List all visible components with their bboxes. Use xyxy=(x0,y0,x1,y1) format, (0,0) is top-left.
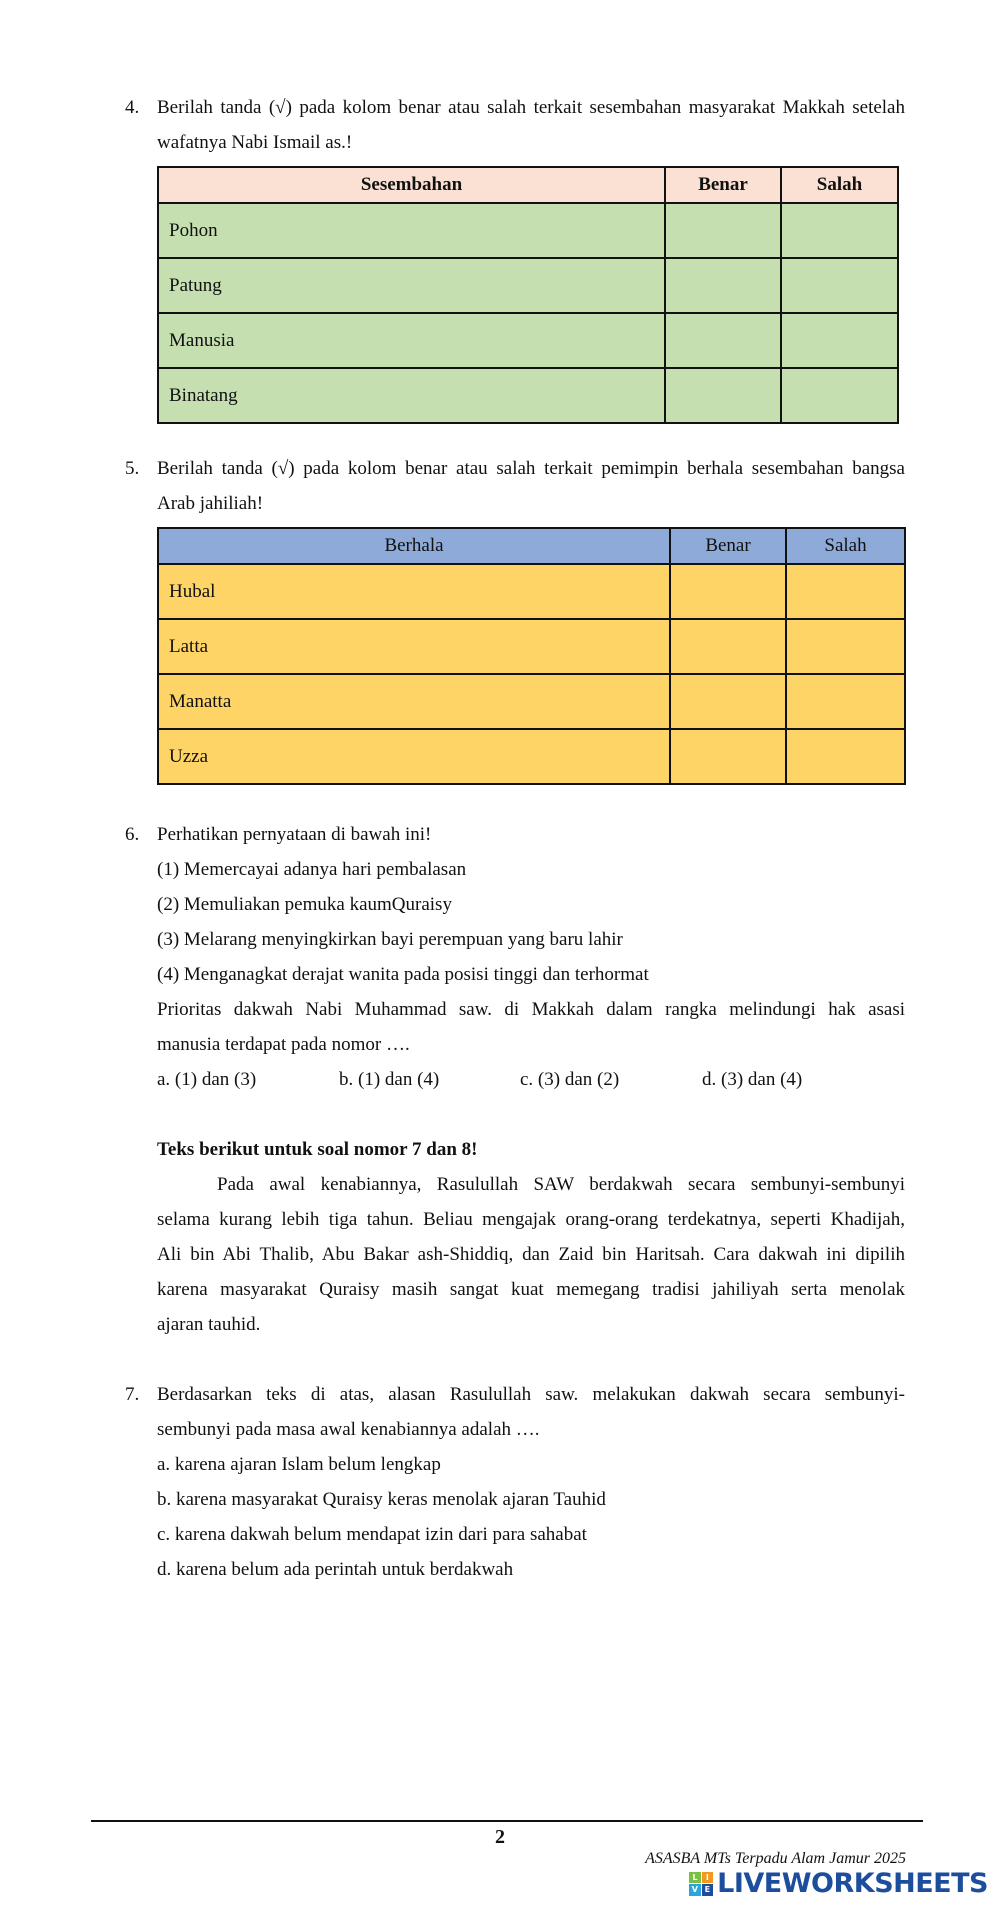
answer-option-a[interactable]: a. karena ajaran Islam belum lengkap xyxy=(157,1454,441,1475)
berhala-table xyxy=(157,527,906,785)
row-label: Patung xyxy=(158,258,665,313)
liveworksheets-logo xyxy=(689,1868,988,1899)
question-text: Prioritas dakwah Nabi Muhammad saw. di Makkah dalam rangka melindungi hak asasi xyxy=(157,999,905,1020)
column-header: Salah xyxy=(786,528,905,564)
question-text: Berilah tanda (√) pada kolom benar atau salah terkait sesembahan masyarakat Makkah setelah xyxy=(157,97,905,118)
table-row xyxy=(158,619,905,674)
question-text: Berdasarkan teks di atas, alasan Rasulullah saw. melakukan dakwah secara sembunyi- xyxy=(157,1384,905,1405)
table-row xyxy=(158,564,905,619)
row-label: Manusia xyxy=(158,313,665,368)
salah-cell[interactable] xyxy=(786,729,905,784)
statement-item: (2) Memuliakan pemuka kaumQuraisy xyxy=(157,894,452,915)
row-label: Pohon xyxy=(158,203,665,258)
question-text: wafatnya Nabi Ismail as.! xyxy=(157,132,353,153)
benar-cell[interactable] xyxy=(670,729,786,784)
question-number: 7. xyxy=(125,1384,140,1405)
answer-option-d[interactable]: d. karena belum ada perintah untuk berdakwah xyxy=(157,1559,514,1580)
table-row xyxy=(158,258,898,313)
column-header: Berhala xyxy=(158,528,670,564)
benar-cell[interactable] xyxy=(665,313,781,368)
salah-cell[interactable] xyxy=(786,674,905,729)
benar-cell[interactable] xyxy=(665,258,781,313)
passage-line: Pada awal kenabiannya, Rasulullah SAW berdakwah secara sembunyi-sembunyi xyxy=(217,1174,905,1195)
answer-option-b[interactable]: b. karena masyarakat Quraisy keras menolak ajaran Tauhid xyxy=(157,1489,606,1510)
row-label: Uzza xyxy=(158,729,670,784)
answer-option-c[interactable]: c. (3) dan (2) xyxy=(520,1069,620,1090)
question-text: sembunyi pada masa awal kenabiannya adalah …. xyxy=(157,1419,540,1440)
answer-option-a[interactable]: a. (1) dan (3) xyxy=(157,1069,257,1090)
salah-cell[interactable] xyxy=(786,619,905,674)
row-label: Manatta xyxy=(158,674,670,729)
table-row xyxy=(158,368,898,423)
table-row xyxy=(158,203,898,258)
page-number: 2 xyxy=(495,1826,505,1848)
salah-cell[interactable] xyxy=(781,313,898,368)
question-text: Berilah tanda (√) pada kolom benar atau salah terkait pemimpin berhala sesembahan bangsa xyxy=(157,458,905,479)
passage-line: karena masyarakat Quraisy masih sangat kuat memegang tradisi jahiliyah serta menolak xyxy=(157,1279,905,1300)
benar-cell[interactable] xyxy=(665,368,781,423)
benar-cell[interactable] xyxy=(670,564,786,619)
passage-line: ajaran tauhid. xyxy=(157,1314,261,1335)
answer-option-c[interactable]: c. karena dakwah belum mendapat izin dari para sahabat xyxy=(157,1524,587,1545)
question-number: 6. xyxy=(125,824,140,845)
statement-item: (1) Memercayai adanya hari pembalasan xyxy=(157,859,467,880)
table-header-row xyxy=(158,528,905,564)
column-header: Benar xyxy=(670,528,786,564)
row-label: Latta xyxy=(158,619,670,674)
salah-cell[interactable] xyxy=(786,564,905,619)
statement-item: (4) Menganagkat derajat wanita pada posisi tinggi dan terhormat xyxy=(157,964,649,985)
logo-wordmark: LIVEWORKSHEETS xyxy=(717,1868,988,1899)
question-intro: Perhatikan pernyataan di bawah ini! xyxy=(157,824,432,845)
question-number: 4. xyxy=(125,97,140,118)
passage-line: selama kurang lebih tiga tahun. Beliau mengajak orang-orang terdekatnya, seperti Khadijah, xyxy=(157,1209,905,1230)
passage-heading: Teks berikut untuk soal nomor 7 dan 8! xyxy=(157,1139,478,1160)
benar-cell[interactable] xyxy=(670,619,786,674)
table-row xyxy=(158,729,905,784)
school-footer: ASASBA MTs Terpadu Alam Jamur 2025 xyxy=(645,1850,906,1867)
answer-option-b[interactable]: b. (1) dan (4) xyxy=(339,1069,440,1090)
table-header-row xyxy=(158,167,898,203)
footer-divider xyxy=(91,1820,923,1822)
statement-item: (3) Melarang menyingkirkan bayi perempuan yang baru lahir xyxy=(157,929,623,950)
column-header: Salah xyxy=(781,167,898,203)
column-header: Sesembahan xyxy=(158,167,665,203)
answer-option-d[interactable]: d. (3) dan (4) xyxy=(702,1069,803,1090)
question-number: 5. xyxy=(125,458,140,479)
passage-line: Ali bin Abi Thalib, Abu Bakar ash-Shiddiq, dan Zaid bin Haritsah. Cara dakwah ini dipilih xyxy=(157,1244,905,1265)
salah-cell[interactable] xyxy=(781,203,898,258)
table-row xyxy=(158,674,905,729)
column-header: Benar xyxy=(665,167,781,203)
salah-cell[interactable] xyxy=(781,368,898,423)
table-row xyxy=(158,313,898,368)
benar-cell[interactable] xyxy=(670,674,786,729)
salah-cell[interactable] xyxy=(781,258,898,313)
benar-cell[interactable] xyxy=(665,203,781,258)
sesembahan-table xyxy=(157,166,899,424)
question-text: Arab jahiliah! xyxy=(157,493,264,514)
row-label: Hubal xyxy=(158,564,670,619)
question-text: manusia terdapat pada nomor …. xyxy=(157,1034,410,1055)
row-label: Binatang xyxy=(158,368,665,423)
liveworksheets-logo-icon: L I V E xyxy=(689,1872,713,1896)
